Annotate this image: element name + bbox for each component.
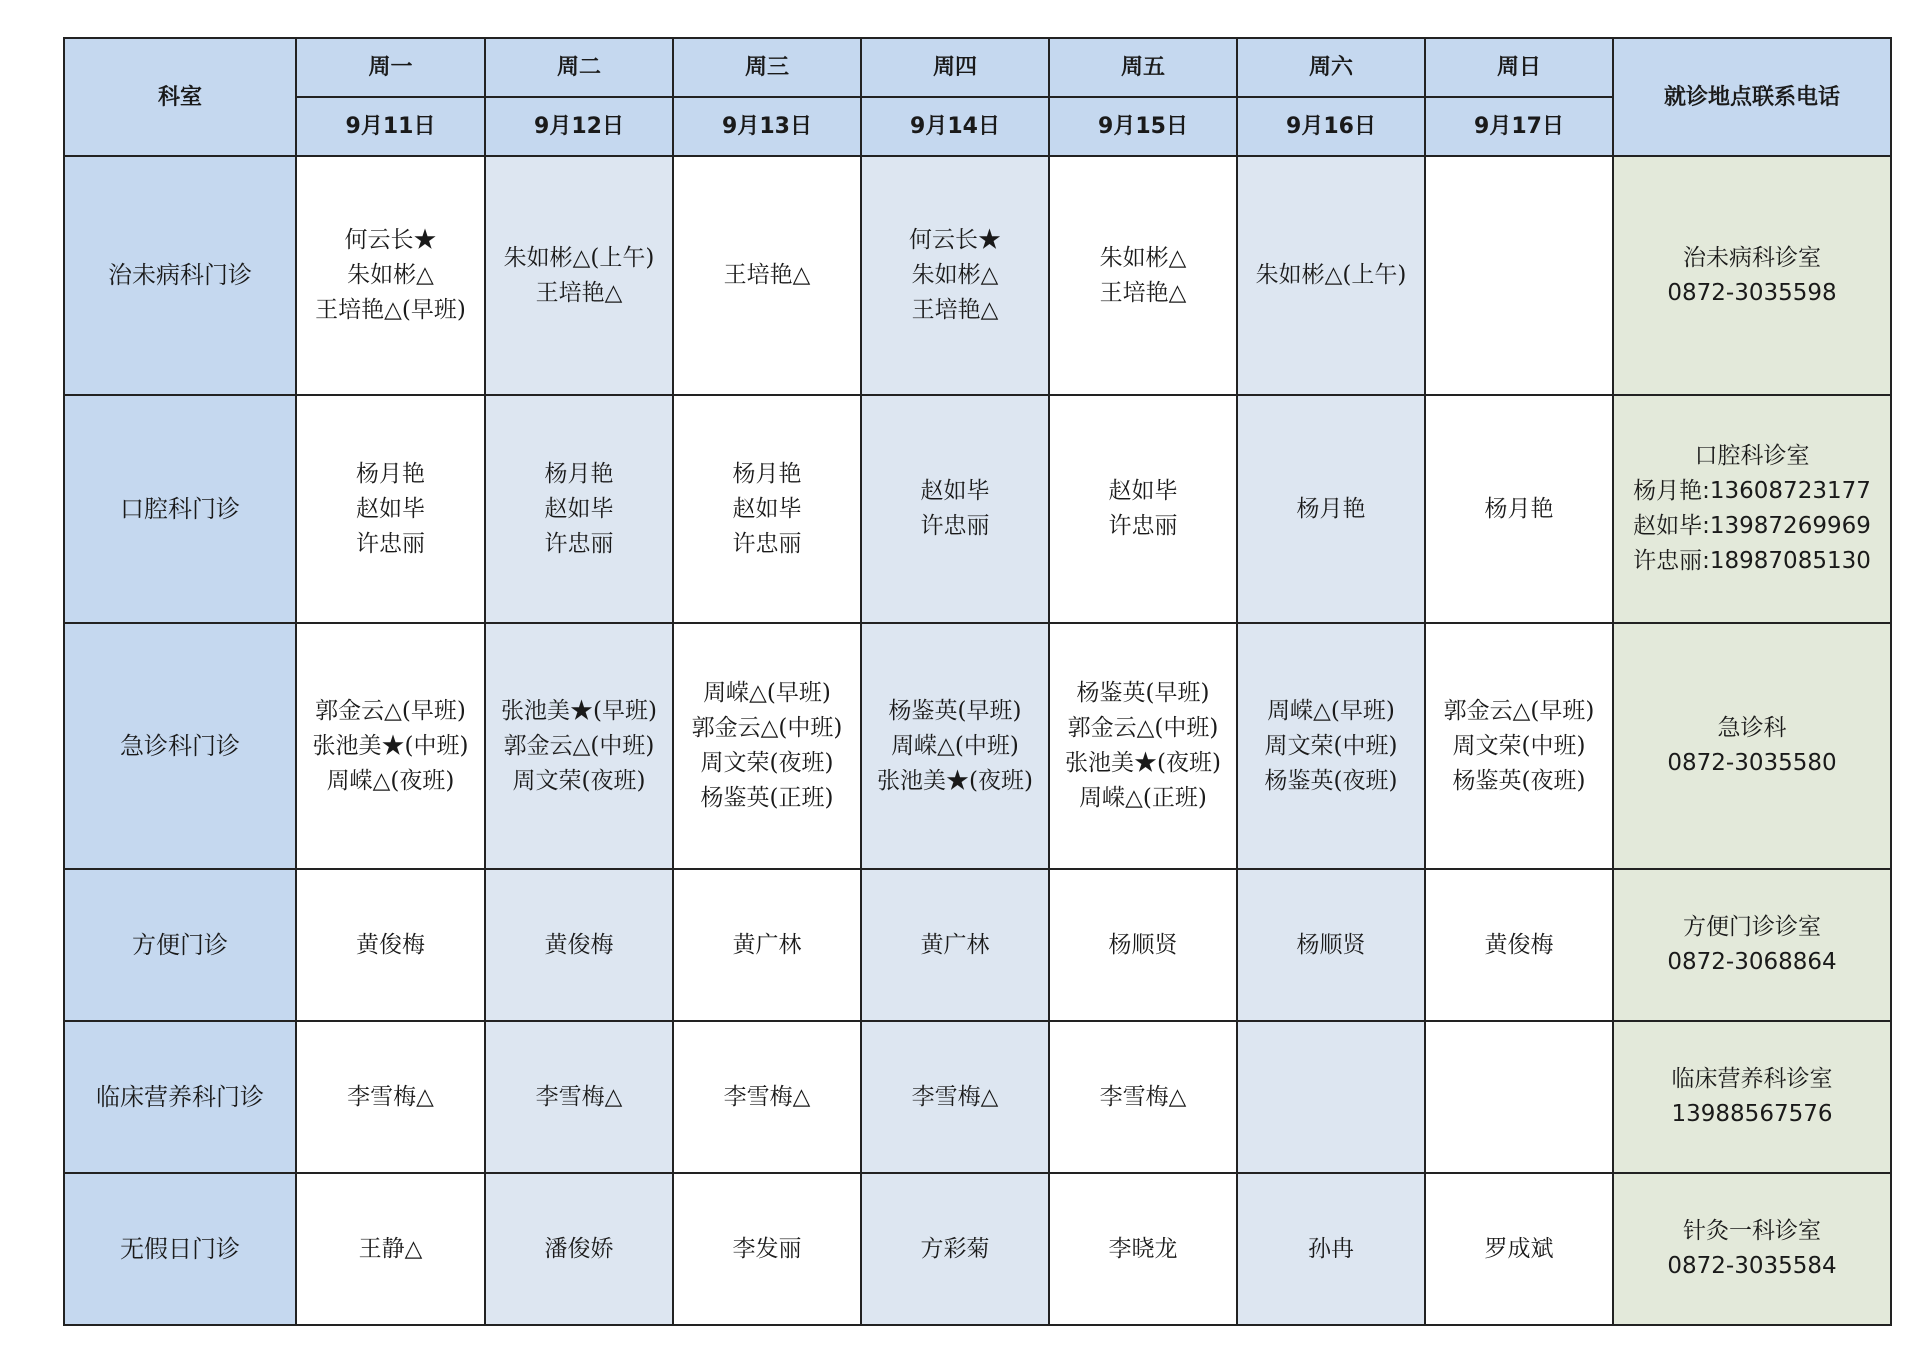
date-header: 9月17日 bbox=[1425, 97, 1613, 156]
doctor-entry: 杨鉴英(早班) bbox=[888, 697, 1022, 724]
schedule-cell bbox=[1425, 1021, 1613, 1173]
contact-location: 治未病科诊室 bbox=[1683, 244, 1821, 271]
doctor-entry: 何云长★ bbox=[344, 227, 437, 253]
doctor-entry: 张池美★(早班) bbox=[501, 697, 657, 724]
doctor-entry: 王培艳△ bbox=[1099, 279, 1187, 306]
date-header: 9月13日 bbox=[673, 97, 861, 156]
schedule-cell bbox=[673, 1021, 861, 1173]
schedule-table bbox=[63, 37, 1892, 1326]
doctor-entry: 赵如毕 bbox=[544, 495, 614, 522]
doctor-list bbox=[486, 694, 672, 799]
contact-cell bbox=[1613, 395, 1891, 623]
doctor-list bbox=[862, 928, 1048, 963]
doctor-entry: 杨月艳 bbox=[544, 460, 614, 487]
schedule-cell bbox=[296, 156, 485, 395]
date-header: 9月14日 bbox=[861, 97, 1049, 156]
schedule-cell bbox=[1049, 395, 1237, 623]
doctor-entry: 周嵘△(中班) bbox=[891, 732, 1019, 759]
doctor-entry: 郭金云△(中班) bbox=[1067, 715, 1219, 741]
contact-cell bbox=[1613, 869, 1891, 1021]
doctor-entry: 杨鉴英(正班) bbox=[700, 785, 834, 811]
doctor-entry: 周嵘△(早班) bbox=[1267, 697, 1395, 724]
doctor-entry: 赵如毕 bbox=[356, 495, 425, 522]
table-body bbox=[64, 156, 1891, 1325]
doctor-entry: 张池美★(夜班) bbox=[877, 767, 1033, 794]
doctor-entry: 朱如彬△(上午) bbox=[503, 244, 655, 271]
doctor-entry: 周文荣(夜班) bbox=[512, 767, 646, 794]
schedule-cell bbox=[673, 869, 861, 1021]
doctor-entry: 周文荣(中班) bbox=[1264, 732, 1398, 759]
date-header: 9月15日 bbox=[1049, 97, 1237, 156]
date-header: 9月11日 bbox=[296, 97, 485, 156]
doctor-entry: 杨鉴英(早班) bbox=[1076, 680, 1210, 706]
doctor-list bbox=[674, 1080, 860, 1115]
doctor-entry: 周嵘△(早班) bbox=[703, 680, 831, 706]
contact-cell bbox=[1613, 623, 1891, 869]
doctor-entry: 周文荣(夜班) bbox=[700, 750, 834, 776]
doctor-list bbox=[1238, 492, 1424, 527]
doctor-entry: 杨顺贤 bbox=[1108, 931, 1178, 958]
schedule-cell bbox=[861, 156, 1049, 395]
doctor-list bbox=[862, 474, 1048, 544]
doctor-entry: 李雪梅△ bbox=[723, 1083, 811, 1110]
doctor-entry: 赵如毕 bbox=[920, 478, 990, 504]
doctor-list bbox=[1426, 492, 1612, 527]
doctor-list bbox=[486, 928, 672, 963]
schedule-cell bbox=[861, 1021, 1049, 1173]
doctor-entry: 黄俊梅 bbox=[544, 931, 614, 958]
schedule-cell bbox=[485, 623, 673, 869]
date-header: 9月16日 bbox=[1237, 97, 1425, 156]
doctor-list bbox=[674, 1232, 860, 1267]
schedule-cell bbox=[1237, 156, 1425, 395]
doctor-entry: 杨鉴英(夜班) bbox=[1452, 767, 1586, 794]
contact-phone: 0872-3068864 bbox=[1667, 949, 1837, 975]
schedule-cell bbox=[485, 1173, 673, 1325]
dept-cell: 方便门诊 bbox=[64, 869, 296, 1021]
doctor-entry: 郭金云△(早班) bbox=[1443, 697, 1595, 724]
doctor-list bbox=[1050, 241, 1236, 311]
doctor-entry: 李雪梅△ bbox=[347, 1083, 434, 1110]
schedule-cell bbox=[1237, 395, 1425, 623]
doctor-entry: 周文荣(中班) bbox=[1452, 732, 1586, 759]
schedule-cell bbox=[1237, 1021, 1425, 1173]
weekday-header: 周五 bbox=[1049, 38, 1237, 97]
doctor-entry: 黄广林 bbox=[732, 931, 802, 958]
doctor-entry: 王培艳△ bbox=[535, 279, 623, 306]
contact-phone: 赵如毕:13987269969 bbox=[1633, 513, 1871, 539]
doctor-entry: 郭金云△(中班) bbox=[691, 715, 843, 741]
doctor-entry: 许忠丽 bbox=[356, 530, 425, 557]
schedule-cell bbox=[1237, 1173, 1425, 1325]
doctor-entry: 李发丽 bbox=[732, 1235, 802, 1262]
schedule-cell bbox=[673, 395, 861, 623]
doctor-entry: 孙冉 bbox=[1308, 1235, 1354, 1262]
doctor-entry: 李雪梅△ bbox=[1099, 1083, 1187, 1110]
schedule-cell bbox=[1425, 623, 1613, 869]
weekday-header: 周一 bbox=[296, 38, 485, 97]
weekday-header: 周三 bbox=[673, 38, 861, 97]
doctor-list bbox=[486, 457, 672, 562]
contact-location: 急诊科 bbox=[1717, 715, 1787, 741]
schedule-cell bbox=[1049, 869, 1237, 1021]
doctor-list bbox=[1050, 474, 1236, 544]
doctor-entry: 王培艳△(早班) bbox=[315, 297, 466, 323]
doctor-list bbox=[297, 694, 484, 799]
doctor-list bbox=[486, 1080, 672, 1115]
contact-phone: 0872-3035584 bbox=[1667, 1253, 1837, 1279]
doctor-list bbox=[1238, 928, 1424, 963]
doctor-list bbox=[1050, 1232, 1236, 1267]
doctor-list bbox=[1426, 694, 1612, 799]
table-row bbox=[64, 623, 1891, 869]
contact-location: 方便门诊诊室 bbox=[1683, 914, 1821, 940]
doctor-list bbox=[1050, 1080, 1236, 1115]
contact-phone: 杨月艳:13608723177 bbox=[1633, 478, 1871, 504]
table-row bbox=[64, 1021, 1891, 1173]
doctor-entry: 杨月艳 bbox=[1296, 495, 1366, 522]
doctor-entry: 黄俊梅 bbox=[356, 931, 425, 958]
doctor-entry: 杨月艳 bbox=[1484, 495, 1554, 522]
table-header bbox=[64, 38, 1891, 156]
schedule-cell bbox=[861, 1173, 1049, 1325]
doctor-entry: 朱如彬△ bbox=[1099, 244, 1187, 271]
doctor-entry: 王静△ bbox=[358, 1235, 423, 1262]
contact-column-header: 就诊地点联系电话 bbox=[1613, 38, 1891, 156]
table-row bbox=[64, 1173, 1891, 1325]
doctor-list bbox=[297, 457, 484, 562]
doctor-entry: 周嵘△(夜班) bbox=[326, 767, 455, 794]
weekday-header: 周二 bbox=[485, 38, 673, 97]
doctor-entry: 张池美★(中班) bbox=[312, 732, 469, 759]
doctor-list bbox=[1238, 258, 1424, 293]
doctor-entry: 黄俊梅 bbox=[1484, 931, 1554, 958]
doctor-entry: 许忠丽 bbox=[544, 530, 614, 557]
schedule-cell bbox=[485, 869, 673, 1021]
doctor-list bbox=[1426, 928, 1612, 963]
dept-cell: 无假日门诊 bbox=[64, 1173, 296, 1325]
weekday-header: 周四 bbox=[861, 38, 1049, 97]
doctor-list bbox=[674, 457, 860, 562]
doctor-entry: 何云长★ bbox=[909, 227, 1001, 253]
schedule-cell bbox=[1425, 156, 1613, 395]
table-row bbox=[64, 869, 1891, 1021]
dept-cell: 治未病科门诊 bbox=[64, 156, 296, 395]
doctor-entry: 王培艳△ bbox=[723, 262, 811, 288]
doctor-list bbox=[862, 1080, 1048, 1115]
schedule-cell bbox=[673, 156, 861, 395]
schedule-cell bbox=[1049, 623, 1237, 869]
schedule-cell bbox=[673, 623, 861, 869]
schedule-cell bbox=[861, 623, 1049, 869]
schedule-cell bbox=[861, 869, 1049, 1021]
schedule-cell bbox=[1049, 1173, 1237, 1325]
doctor-entry: 方彩菊 bbox=[920, 1235, 990, 1262]
doctor-list bbox=[486, 241, 672, 311]
schedule-cell bbox=[1425, 1173, 1613, 1325]
doctor-list bbox=[862, 1232, 1048, 1267]
doctor-entry: 周嵘△(正班) bbox=[1079, 785, 1207, 811]
schedule-cell bbox=[296, 1021, 485, 1173]
doctor-entry: 郭金云△(中班) bbox=[503, 732, 655, 759]
schedule-cell bbox=[1049, 156, 1237, 395]
contact-cell bbox=[1613, 1173, 1891, 1325]
doctor-list bbox=[297, 1080, 484, 1115]
schedule-cell bbox=[1237, 623, 1425, 869]
doctor-entry: 许忠丽 bbox=[1108, 513, 1178, 539]
doctor-entry: 杨月艳 bbox=[356, 460, 425, 487]
doctor-list bbox=[862, 223, 1048, 328]
doctor-entry: 朱如彬△ bbox=[911, 262, 999, 288]
schedule-cell bbox=[1425, 869, 1613, 1021]
doctor-entry: 黄广林 bbox=[920, 931, 990, 958]
contact-cell bbox=[1613, 156, 1891, 395]
contact-phone: 13988567576 bbox=[1671, 1101, 1833, 1127]
doctor-list bbox=[674, 928, 860, 963]
table-row bbox=[64, 156, 1891, 395]
schedule-cell bbox=[1049, 1021, 1237, 1173]
doctor-list bbox=[674, 258, 860, 293]
schedule-cell bbox=[296, 1173, 485, 1325]
schedule-cell bbox=[485, 1021, 673, 1173]
date-header: 9月12日 bbox=[485, 97, 673, 156]
doctor-entry: 张池美★(夜班) bbox=[1065, 750, 1221, 776]
doctor-entry: 罗成斌 bbox=[1484, 1235, 1554, 1262]
doctor-entry: 杨月艳 bbox=[732, 460, 802, 487]
contact-phone: 0872-3035580 bbox=[1667, 750, 1837, 776]
doctor-entry: 李雪梅△ bbox=[535, 1083, 623, 1110]
doctor-list bbox=[297, 1232, 484, 1267]
dept-cell: 急诊科门诊 bbox=[64, 623, 296, 869]
doctor-list bbox=[1238, 694, 1424, 799]
doctor-list bbox=[862, 694, 1048, 799]
doctor-entry: 朱如彬△(上午) bbox=[1255, 262, 1407, 288]
schedule-cell bbox=[673, 1173, 861, 1325]
schedule-cell bbox=[1425, 395, 1613, 623]
doctor-list bbox=[297, 223, 484, 328]
contact-location: 口腔科诊室 bbox=[1694, 443, 1810, 469]
contact-phone: 许忠丽:18987085130 bbox=[1633, 548, 1871, 574]
doctor-entry: 杨顺贤 bbox=[1296, 931, 1366, 958]
contact-location: 临床营养科诊室 bbox=[1671, 1066, 1833, 1092]
doctor-entry: 许忠丽 bbox=[732, 530, 802, 557]
doctor-entry: 郭金云△(早班) bbox=[315, 697, 466, 724]
schedule-cell bbox=[1237, 869, 1425, 1021]
weekday-header: 周日 bbox=[1425, 38, 1613, 97]
schedule-cell bbox=[485, 156, 673, 395]
doctor-entry: 杨鉴英(夜班) bbox=[1264, 767, 1398, 794]
schedule-cell bbox=[296, 623, 485, 869]
table-row bbox=[64, 395, 1891, 623]
weekday-header: 周六 bbox=[1237, 38, 1425, 97]
schedule-cell bbox=[861, 395, 1049, 623]
schedule-cell bbox=[296, 395, 485, 623]
doctor-entry: 许忠丽 bbox=[920, 513, 990, 539]
doctor-entry: 王培艳△ bbox=[911, 297, 999, 323]
dept-cell: 临床营养科门诊 bbox=[64, 1021, 296, 1173]
doctor-entry: 潘俊娇 bbox=[544, 1235, 614, 1262]
doctor-list bbox=[674, 676, 860, 816]
contact-location: 针灸一科诊室 bbox=[1683, 1218, 1821, 1244]
doctor-entry: 李晓龙 bbox=[1108, 1235, 1178, 1262]
doctor-entry: 李雪梅△ bbox=[911, 1083, 999, 1110]
doctor-list bbox=[297, 928, 484, 963]
contact-phone: 0872-3035598 bbox=[1667, 279, 1837, 306]
doctor-list bbox=[1238, 1232, 1424, 1267]
schedule-cell bbox=[296, 869, 485, 1021]
schedule-cell bbox=[485, 395, 673, 623]
doctor-list bbox=[486, 1232, 672, 1267]
doctor-entry: 朱如彬△ bbox=[347, 262, 434, 288]
header-row-weekdays bbox=[64, 38, 1891, 97]
doctor-list bbox=[1050, 928, 1236, 963]
contact-cell bbox=[1613, 1021, 1891, 1173]
doctor-entry: 赵如毕 bbox=[1108, 478, 1178, 504]
doctor-list bbox=[1050, 676, 1236, 816]
dept-cell: 口腔科门诊 bbox=[64, 395, 296, 623]
doctor-entry: 赵如毕 bbox=[732, 495, 802, 522]
doctor-list bbox=[1426, 1232, 1612, 1267]
dept-column-header: 科室 bbox=[64, 38, 296, 156]
